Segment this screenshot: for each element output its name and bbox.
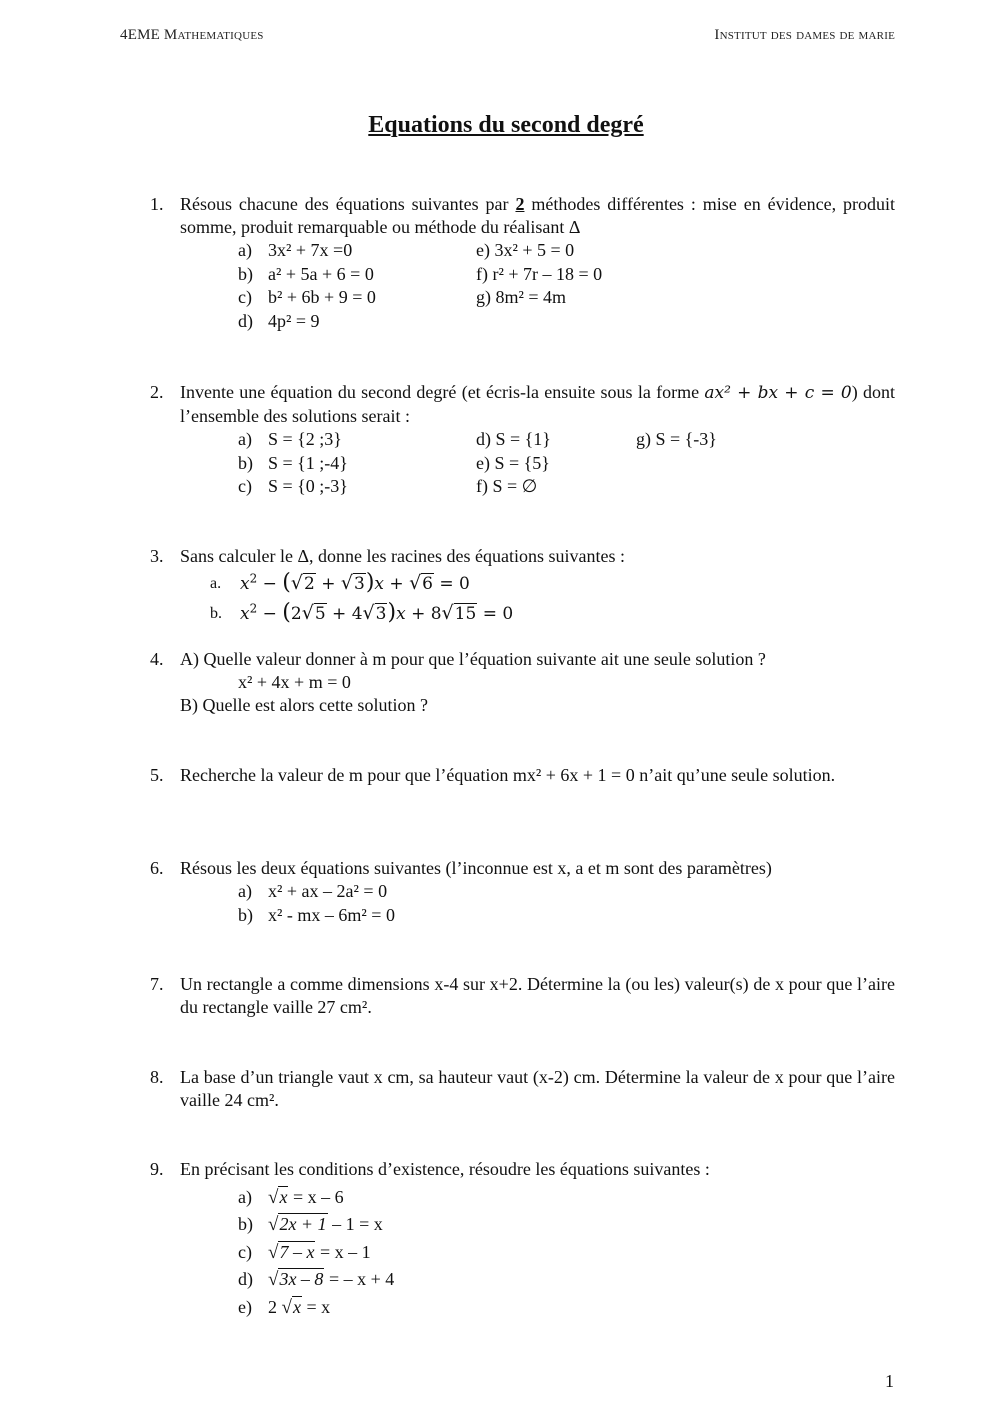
- list-item: [238, 452, 895, 476]
- item-solution-set: S = {0 ;-3}: [268, 476, 348, 496]
- item-left: [238, 475, 476, 499]
- item-right: g) 8m² = 4m: [476, 287, 567, 307]
- exercise-number: 1.: [150, 194, 164, 214]
- exercise-text: En précisant les conditions d’existence, résoudre les équations suivantes :: [180, 1159, 710, 1179]
- exercise-number: 9.: [150, 1159, 164, 1179]
- exercise-1: [150, 193, 895, 333]
- exercise-text: Résous chacune des équations suivantes par 2 méthodes différentes : mise en évidence, produit somme, produit remarquable ou méthode du réalisant Δ: [180, 194, 895, 237]
- exercise-4: [150, 648, 895, 717]
- exercise-number: 4.: [150, 649, 164, 669]
- exercise-3: [150, 545, 895, 628]
- question-b: B) Quelle est alors cette solution ?: [180, 695, 428, 715]
- exercise-text: Sans calculer le Δ, donne les racines des équations suivantes :: [180, 546, 625, 566]
- general-form-formula: ax² + bx + c = 0: [704, 383, 852, 403]
- item-middle: f) S = ∅: [476, 476, 538, 496]
- question-a: A) Quelle valeur donner à m pour que l’équation suivante ait une seule solution ?: [180, 649, 766, 669]
- exercise-number: 6.: [150, 858, 164, 878]
- exercise-text: Invente une équation du second degré (et écris-la ensuite sous la forme ax² + bx + c = 0) dont l’ensemble des solutions serait :: [180, 382, 895, 426]
- list-item: [238, 428, 895, 452]
- list-item: [238, 286, 895, 310]
- item-middle: e) S = {5}: [476, 452, 550, 473]
- exercise-2: [150, 381, 895, 499]
- equation: x² + 4x + m = 0: [238, 672, 351, 692]
- radical-sign: √: [268, 1214, 279, 1235]
- item-label: b): [238, 452, 253, 473]
- item-label: c): [238, 1241, 252, 1262]
- item-label: d): [238, 1269, 253, 1289]
- exercise-9: [150, 1158, 895, 1319]
- item-left: [238, 452, 476, 476]
- exercise-text: Résous les deux équations suivantes (l’inconnue est x, a et m sont des paramètres): [180, 858, 772, 878]
- exercise-text: La base d’un triangle vaut x cm, sa hauteur vaut (x-2) cm. Détermine la valeur de x pour que l’aire vaille 24 cm².: [180, 1067, 895, 1110]
- exercise-items: [238, 1181, 895, 1319]
- item-equation: b² + 6b + 9 = 0: [268, 287, 376, 307]
- exercise-number: 8.: [150, 1067, 164, 1087]
- item-right: g) S = {-3}: [636, 429, 717, 449]
- list-item: [238, 1181, 895, 1209]
- page-title: Equations du second degré: [368, 112, 644, 138]
- header-left: 4EME Mathematiques: [120, 27, 264, 43]
- list-item: [238, 1236, 895, 1264]
- item-equation: 4p² = 9: [268, 310, 320, 331]
- item-label: b): [238, 263, 253, 284]
- radicand: x: [292, 1296, 301, 1317]
- item-label: a): [238, 1186, 252, 1207]
- list-item: [238, 263, 895, 287]
- item-label: a): [238, 429, 252, 449]
- list-item: [238, 1291, 895, 1319]
- radicand: 3x – 8: [279, 1269, 324, 1289]
- exercise-6: [150, 857, 895, 927]
- item-left: [238, 428, 476, 452]
- item-equation: a² + 5a + 6 = 0: [268, 263, 374, 284]
- radicand: 7 – x: [279, 1241, 315, 1262]
- exercise-number: 7.: [150, 974, 164, 994]
- exercise-items: [238, 880, 895, 927]
- list-item: [238, 1209, 895, 1237]
- item-left: [238, 239, 476, 263]
- item-solution-set: S = {1 ;-4}: [268, 452, 348, 473]
- item-right: [476, 310, 654, 334]
- item-equation: 2 √x = x: [268, 1296, 331, 1318]
- item-right: e) 3x² + 5 = 0: [476, 240, 575, 260]
- radical-sign: √: [281, 1296, 292, 1318]
- exercise-number: 2.: [150, 382, 164, 402]
- list-item: [238, 1264, 895, 1292]
- exercise-8: [150, 1066, 895, 1112]
- list-item: b) x² - mx – 6m² = 0: [238, 904, 395, 925]
- exercise-items: [238, 239, 895, 333]
- radicand: x: [279, 1186, 288, 1207]
- equation-a: a. $x^2 - (√2 + √3)x + √6 = 0$: [210, 569, 470, 595]
- exercise-number: 3.: [150, 546, 164, 566]
- radical-sign: √: [268, 1269, 279, 1290]
- radicand: 2x + 1: [279, 1214, 327, 1234]
- header-right: Institut des dames de marie: [714, 27, 895, 43]
- page-number: 1: [885, 1371, 894, 1391]
- item-equation: 3x² + 7x =0: [268, 240, 353, 260]
- item-label: e): [238, 1296, 252, 1317]
- equation-b: b. $x^2 - (2√5 + 4√3)x + 8√15 = 0$: [210, 599, 514, 625]
- exercise-7: [150, 973, 895, 1019]
- item-label: b): [238, 1214, 253, 1234]
- exercise-text: Recherche la valeur de m pour que l’équation mx² + 6x + 1 = 0 n’ait qu’une seule solution.: [180, 765, 836, 785]
- radical-sign: √: [268, 1186, 279, 1208]
- item-left: [238, 263, 476, 287]
- list-item: [238, 310, 895, 334]
- item-equation: √2x + 1 – 1 = x: [268, 1214, 383, 1235]
- exercise-number: 5.: [150, 765, 164, 785]
- item-solution-set: S = {2 ;3}: [268, 429, 342, 449]
- item-right: f) r² + 7r – 18 = 0: [476, 263, 603, 284]
- exercise-5: [150, 764, 895, 787]
- exercise-items: [238, 428, 895, 499]
- item-label: a): [238, 240, 252, 260]
- radical-sign: √: [268, 1241, 279, 1263]
- item-left: [238, 310, 476, 334]
- item-label: c): [238, 476, 252, 496]
- exercise-text: Un rectangle a comme dimensions x-4 sur x+2. Détermine la (ou les) valeur(s) de x pour que l’aire du rectangle vaille 27 cm².: [180, 974, 895, 1017]
- item-equation: √3x – 8 = – x + 4: [268, 1269, 395, 1290]
- list-item: a) x² + ax – 2a² = 0: [238, 881, 388, 901]
- item-middle: d) S = {1}: [476, 429, 551, 449]
- item-equation: √x = x – 6: [268, 1186, 344, 1208]
- item-label: c): [238, 287, 252, 307]
- item-left: [238, 286, 476, 310]
- item-equation: √7 – x = x – 1: [268, 1241, 371, 1263]
- exercise-items: [210, 568, 895, 628]
- item-label: d): [238, 310, 253, 331]
- list-item: [238, 475, 895, 499]
- list-item: [238, 239, 895, 263]
